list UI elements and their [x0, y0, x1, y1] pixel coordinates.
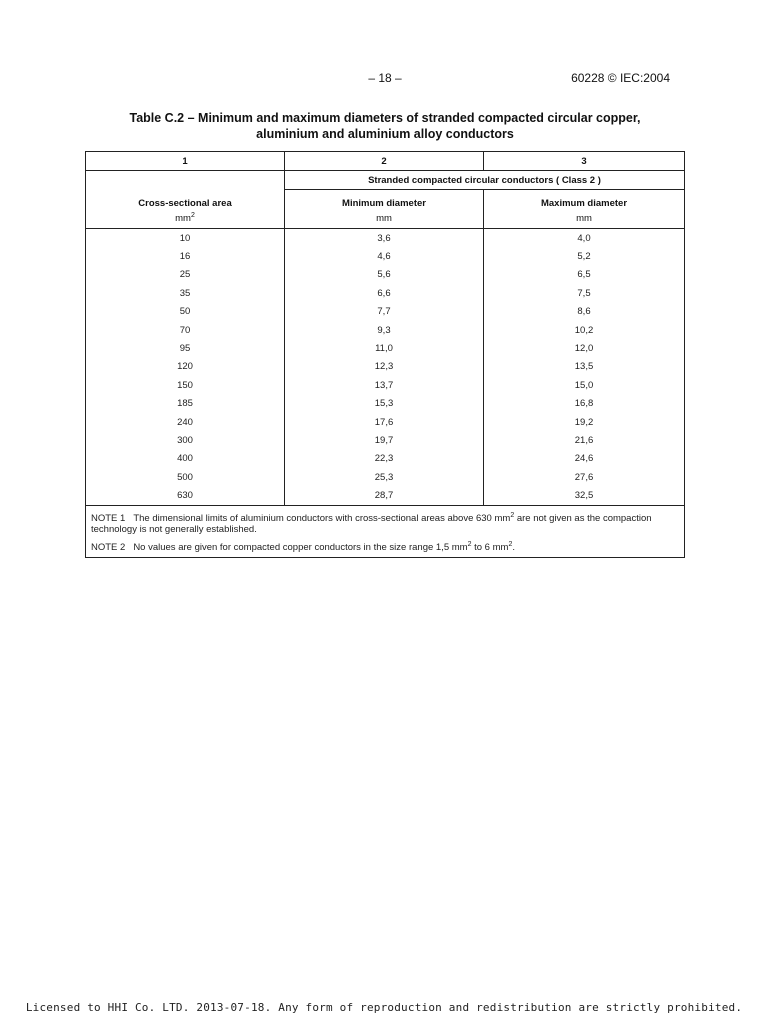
table-row: [86, 468, 685, 486]
min-diameter-cell: 28,7: [285, 486, 484, 505]
cross-section-cell: 240: [86, 413, 285, 431]
table-title-line-1: Table C.2 – Minimum and maximum diameters of stranded compacted circular copper,: [129, 111, 641, 125]
cross-section-cell: 150: [86, 376, 285, 394]
note-2-text-a: No values are given for compacted copper conductors in the size range 1,5 mm: [133, 542, 468, 554]
column-number-1: 1: [86, 152, 285, 171]
table-row: [86, 450, 685, 468]
max-diameter-cell: 13,5: [484, 358, 685, 376]
column-number-2: 2: [285, 152, 484, 171]
column-label-min: Minimum diameter: [285, 190, 484, 210]
cross-section-cell: 630: [86, 486, 285, 505]
max-diameter-cell: 32,5: [484, 486, 685, 505]
note-2-superscript-2: 2: [508, 541, 513, 549]
cross-section-cell: 500: [86, 468, 285, 486]
notes-row: [86, 505, 685, 557]
table-row: [86, 266, 685, 284]
note-1-superscript: 2: [510, 511, 515, 519]
table-row: [86, 358, 685, 376]
table-row: [86, 247, 685, 265]
min-diameter-cell: 25,3: [285, 468, 484, 486]
cross-section-cell: 300: [86, 431, 285, 449]
column-label-row: [86, 190, 685, 210]
group-header-row: [86, 171, 685, 190]
column-number-row: [86, 152, 685, 171]
note-2-text-c: .: [512, 542, 515, 554]
max-diameter-cell: 6,5: [484, 266, 685, 284]
notes-cell: [86, 505, 685, 557]
table-row: [86, 229, 685, 248]
diameter-table: [85, 151, 685, 558]
cross-section-cell: 70: [86, 321, 285, 339]
unit-row: [86, 209, 685, 229]
note-1-text-b: are not given as the compaction technology is not generally established.: [91, 513, 652, 536]
cross-section-cell: 50: [86, 303, 285, 321]
cross-section-cell: 25: [86, 266, 285, 284]
group-header-blank: [86, 171, 285, 190]
unit-min: mm: [285, 209, 484, 229]
note-2-label: NOTE 2: [91, 542, 126, 554]
min-diameter-cell: 6,6: [285, 284, 484, 302]
min-diameter-cell: 11,0: [285, 339, 484, 357]
table-row: [86, 284, 685, 302]
page-number: – 18 –: [368, 71, 402, 85]
cross-section-cell: 95: [86, 339, 285, 357]
min-diameter-cell: 17,6: [285, 413, 484, 431]
min-diameter-cell: 12,3: [285, 358, 484, 376]
note-1-text-a: The dimensional limits of aluminium conductors with cross-sectional areas above 630 mm: [133, 513, 511, 525]
table-title: [60, 110, 710, 142]
cross-section-cell: 10: [86, 229, 285, 248]
min-diameter-cell: 15,3: [285, 395, 484, 413]
cross-section-cell: 400: [86, 450, 285, 468]
max-diameter-cell: 10,2: [484, 321, 685, 339]
license-footer: Licensed to HHI Co. LTD. 2013-07-18. Any form of reproduction and redistribution are strictly prohibited.: [25, 1001, 743, 1014]
max-diameter-cell: 24,6: [484, 450, 685, 468]
max-diameter-cell: 16,8: [484, 395, 685, 413]
min-diameter-cell: 3,6: [285, 229, 484, 248]
min-diameter-cell: 13,7: [285, 376, 484, 394]
max-diameter-cell: 4,0: [484, 229, 685, 248]
unit-area-superscript: 2: [190, 212, 195, 220]
note-2-superscript-1: 2: [467, 541, 472, 549]
max-diameter-cell: 8,6: [484, 303, 685, 321]
group-header: Stranded compacted circular conductors ( Class 2 ): [285, 171, 685, 190]
max-diameter-cell: 15,0: [484, 376, 685, 394]
max-diameter-cell: 12,0: [484, 339, 685, 357]
min-diameter-cell: 9,3: [285, 321, 484, 339]
max-diameter-cell: 27,6: [484, 468, 685, 486]
column-label-max: Maximum diameter: [484, 190, 685, 210]
cross-section-cell: 120: [86, 358, 285, 376]
min-diameter-cell: 22,3: [285, 450, 484, 468]
unit-area: [86, 209, 285, 229]
cross-section-cell: 185: [86, 395, 285, 413]
unit-max: mm: [484, 209, 685, 229]
table-row: [86, 486, 685, 505]
min-diameter-cell: 4,6: [285, 247, 484, 265]
table-row: [86, 303, 685, 321]
table-row: [86, 321, 685, 339]
cross-section-cell: 35: [86, 284, 285, 302]
note-1-label: NOTE 1: [91, 513, 126, 525]
table-row: [86, 376, 685, 394]
table-row: [86, 395, 685, 413]
note-2: [91, 539, 679, 553]
note-1: [91, 510, 679, 535]
note-2-text-b: to 6 mm: [471, 542, 509, 554]
table-row: [86, 339, 685, 357]
max-diameter-cell: 21,6: [484, 431, 685, 449]
min-diameter-cell: 19,7: [285, 431, 484, 449]
max-diameter-cell: 7,5: [484, 284, 685, 302]
column-number-3: 3: [484, 152, 685, 171]
min-diameter-cell: 7,7: [285, 303, 484, 321]
column-label-area: Cross-sectional area: [86, 190, 285, 210]
cross-section-cell: 16: [86, 247, 285, 265]
document-id: 60228 © IEC:2004: [571, 71, 670, 85]
table-row: [86, 431, 685, 449]
max-diameter-cell: 19,2: [484, 413, 685, 431]
table-row: [86, 413, 685, 431]
max-diameter-cell: 5,2: [484, 247, 685, 265]
unit-area-text: mm: [175, 213, 191, 225]
table-title-line-2: aluminium and aluminium alloy conductors: [256, 127, 514, 141]
min-diameter-cell: 5,6: [285, 266, 484, 284]
